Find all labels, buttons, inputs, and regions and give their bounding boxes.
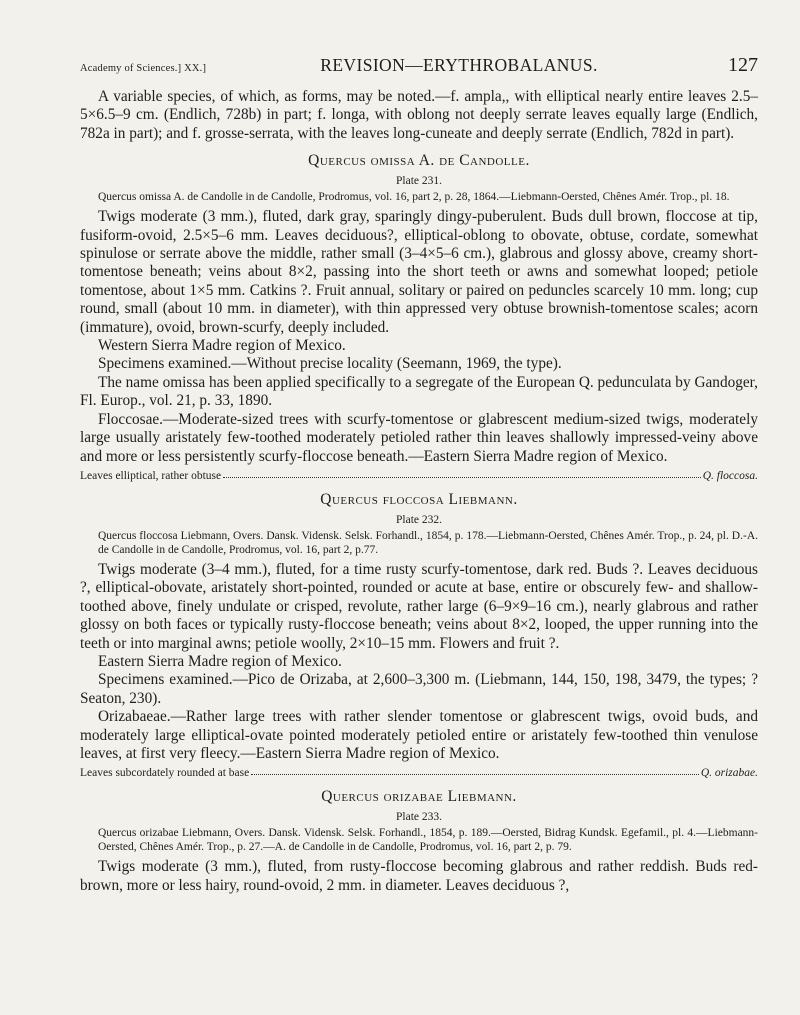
intro-paragraph: A variable species, of which, as forms, may be noted.—f. ampla,, with elliptical nearly entire leaves 2.5–5×6.5–9 cm. (Endlich, 728b) in part; f. longa, with oblong not deeply serrate leaves equally large (Endlich, 782a in part); and f. grosse-serrata, with the leaves long-cuneate and deeply serrate (Endlich, 782d in part). — [80, 88, 758, 142]
range-floccosa: Eastern Sierra Madre region of Mexico. — [98, 652, 342, 670]
running-title: REVISION—ERYTHROBALANUS. — [320, 55, 598, 75]
species-heading-orizabae: Quercus orizabae Liebmann. — [321, 788, 517, 806]
page-number: 127 — [728, 54, 758, 76]
plate-orizabae: Plate 233. — [396, 811, 442, 824]
key-line-orizabaeae — [80, 767, 758, 779]
key-result: Q. floccosa. — [702, 469, 758, 482]
citation-orizabae: Quercus orizabae Liebmann, Overs. Dansk. Vidensk. Selsk. Forhandl., 1854, p. 189.—Oersted, Bidrag Kundsk. Egefamil., pl. 4.—Liebmann-Oersted, Chênes Amér. Trop., p. 27.—A. de Candolle in de Candolle, Prodromus, vol. 16, part 2, p. 79. — [98, 827, 758, 854]
page-header — [80, 54, 758, 88]
note-omissa: The name omissa has been applied specifically to a segregate of the European Q. pedunculata by Gandoger, Fl. Europ., vol. 21, p. 33, 1890. — [80, 373, 758, 410]
specimens-floccosa: Specimens examined.—Pico de Orizaba, at 2,600–3,300 m. (Liebmann, 144, 150, 198, 3479, the types; ?Seaton, 230). — [80, 671, 758, 707]
species-heading-floccosa: Quercus floccosa Liebmann. — [320, 490, 518, 508]
key-result: Q. orizabae. — [700, 767, 758, 780]
range-omissa: Western Sierra Madre region of Mexico. — [98, 337, 346, 355]
description-floccosa: Twigs moderate (3–4 mm.), fluted, for a time rusty scurfy-tomentose, dark red. Buds ?. Leaves deciduous ?, elliptical-obovate, aristately short-pointed, rounded or acute at base, entire or obscurely few- and shallow-toothed above, finely undulate or crisped, revolute, rather large (6–9×9–16 cm.), nearly glabrous and rather glossy on both faces or typically rusty-floccose beneath; veins about 8×2, looped, the upper running into the teeth or into marginal awns; petiole woolly, 2×10–15 mm. Flowers and fruit ?. — [80, 560, 758, 652]
plate-floccosa: Plate 232. — [396, 513, 442, 526]
citation-floccosa: Quercus floccosa Liebmann, Overs. Dansk. Vidensk. Selsk. Forhandl., 1854, p. 178.—Liebmann-Oersted, Chênes Amér. Trop., p. 24, pl. D.-A. de Candolle in de Candolle, Prodromus, vol. 16, part 2, p.77. — [98, 529, 758, 556]
key-label: Leaves subcordately rounded at base — [80, 767, 250, 780]
leader-dots — [223, 470, 701, 478]
description-orizabae: Twigs moderate (3 mm.), fluted, from rusty-floccose becoming glabrous and rather reddish. Buds red-brown, more or less hairy, round-ovoid, 2 mm. in diameter. Leaves deciduous ?, — [80, 858, 758, 894]
specimens-omissa: Specimens examined.—Without precise locality (Seemann, 1969, the type). — [98, 355, 562, 373]
key-line-floccosae — [80, 470, 758, 482]
key-label: Leaves elliptical, rather obtuse — [80, 469, 222, 482]
citation-omissa: Quercus omissa A. de Candolle in de Candolle, Prodromus, vol. 16, part 2, p. 28, 1864.—Liebmann-Oersted, Chênes Amér. Trop., pl. 18. — [98, 191, 730, 204]
group-floccosae: Floccosae.—Moderate-sized trees with scurfy-tomentose or glabrescent medium-sized twigs, moderately large usually aristately few-toothed moderately petioled rather thin leaves shallowly impressed-veiny above and more or less persistently scurfy-floccose beneath.—Eastern Sierra Madre region of Mexico. — [80, 410, 758, 465]
species-heading-omissa: Quercus omissa A. de Candolle. — [308, 152, 530, 170]
plate-omissa: Plate 231. — [396, 175, 442, 188]
description-omissa: Twigs moderate (3 mm.), fluted, dark gray, sparingly dingy-puberulent. Buds dull brown, floccose at tip, fusiform-ovoid, 2.5×5–6 mm. Leaves deciduous?, elliptical-oblong to obovate, obtuse, cordate, somewhat spinulose or serrate above the middle, rather small (3–4×5–6 cm.), glabrous and glossy above, creamy short-tomentose beneath; veins about 8×2, passing into the short teeth or awns and somewhat looped; petiole tomentose, about 1×5 mm. Catkins ?. Fruit annual, solitary or paired on peduncles scarcely 10 mm. long; cup round, small (about 10 mm. in diameter), with thin appressed very obtuse brownish-tomentose scales; acorn (immature), ovoid, brown-scurfy, deeply included. — [80, 208, 758, 336]
journal-abbrev: Academy of Sciences.] XX.] — [80, 63, 207, 74]
leader-dots — [251, 767, 699, 775]
group-orizabaeae: Orizabaeae.—Rather large trees with rather slender tomentose or glabrescent twigs, ovoid buds, and moderately large elliptical-ovate pointed moderately petioled entire or aristately few-toothed thin venulose leaves, at first very fleecy.—Eastern Sierra Madre region of Mexico. — [80, 708, 758, 762]
page — [80, 54, 758, 895]
